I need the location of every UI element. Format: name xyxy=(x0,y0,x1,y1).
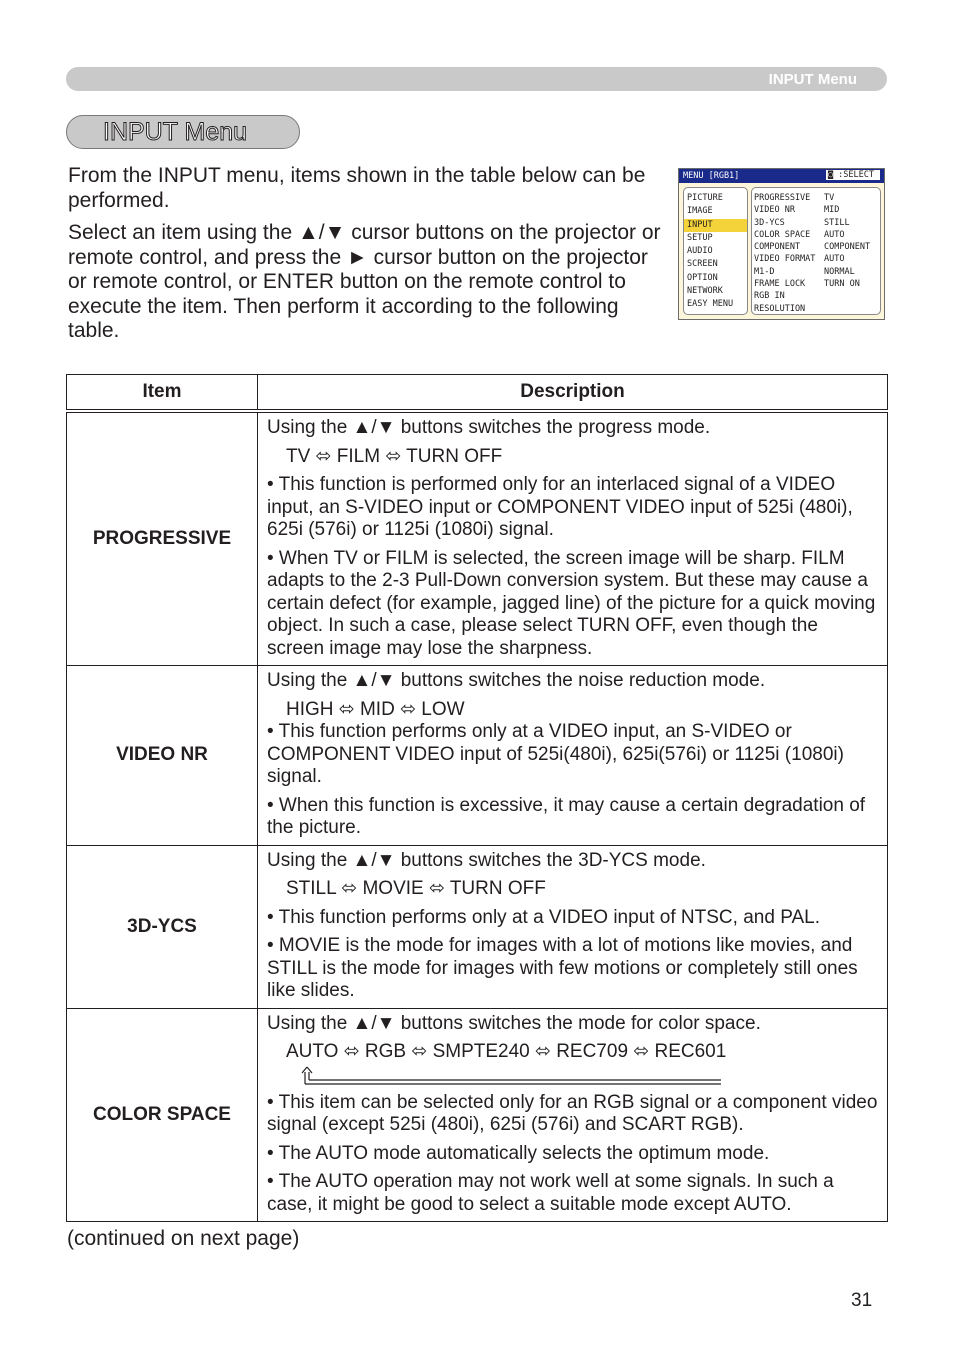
desc-progressive xyxy=(258,411,888,666)
desc-options: TV ⬄ FILM ⬄ TURN OFF xyxy=(286,445,503,467)
osd-row: PROGRESSIVE TV xyxy=(754,193,835,203)
desc-line: Using the ▲/▼ buttons switches the 3D-YCS mode. xyxy=(267,849,706,871)
osd-row: RGB IN xyxy=(754,291,785,302)
osd-menu-item: OPTION xyxy=(687,272,718,283)
desc-options: AUTO ⬄ RGB ⬄ SMPTE240 ⬄ REC709 ⬄ REC601 xyxy=(286,1041,727,1062)
osd-row: 3D-YCS STILL xyxy=(754,217,850,228)
item-color-space: COLOR SPACE xyxy=(67,1008,258,1222)
osd-menu-label: MENU [RGB1] xyxy=(683,171,740,181)
table-header-row xyxy=(67,375,888,412)
desc-options: STILL ⬄ MOVIE ⬄ TURN OFF xyxy=(286,878,546,899)
item-progressive: PROGRESSIVE xyxy=(67,411,258,666)
item-3d-ycs: 3D-YCS xyxy=(67,845,258,1008)
table-row xyxy=(67,845,888,1008)
desc-options: HIGH ⬄ MID ⬄ LOW xyxy=(286,698,465,720)
desc-color-space xyxy=(258,1008,888,1222)
desc-line: Using the ▲/▼ buttons switches the noise reduction mode. xyxy=(267,670,766,691)
table-row xyxy=(67,411,888,666)
osd-row: VIDEO NR MID xyxy=(754,205,840,216)
page-title-pill xyxy=(66,115,300,149)
header-bar xyxy=(66,67,887,91)
osd-submenu xyxy=(751,187,881,315)
intro-paragraph-1: From the INPUT menu, items shown in the table below can be performed. xyxy=(68,164,646,212)
page-number: 31 xyxy=(851,1290,873,1311)
table-row xyxy=(67,1008,888,1222)
osd-menu-item: IMAGE xyxy=(687,206,713,217)
desc-line: • The AUTO mode automatically selects the optimum mode. xyxy=(267,1142,770,1164)
desc-line: • This function performs only at a VIDEO input of NTSC, and PAL. xyxy=(267,906,820,928)
intro-text xyxy=(68,164,668,352)
header-section-label: INPUT Menu xyxy=(768,71,857,88)
desc-line: Using the ▲/▼ buttons switches the mode for color space. xyxy=(267,1012,761,1034)
loop-arrow-icon xyxy=(267,1064,879,1088)
desc-line: • When this function is excessive, it may cause a certain degradation of the picture. xyxy=(267,794,866,838)
osd-menu-item: NETWORK xyxy=(687,286,723,297)
page-title: INPUT Menu xyxy=(103,118,248,146)
continued-note: (continued on next page) xyxy=(67,1227,300,1250)
desc-line: • This function performs only at a VIDEO input, an S-VIDEO or COMPONENT VIDEO input of 525i(480i), 625i(576i) or 1125i (1080i) signal. xyxy=(267,721,844,787)
desc-line: • The AUTO operation may not work well at some signals. In such a case, it might be good to select a suitable mode except AUTO. xyxy=(267,1171,834,1215)
desc-video-nr xyxy=(258,666,888,846)
osd-row: COLOR SPACE AUTO xyxy=(754,229,845,240)
osd-row: M1-D NORMAL xyxy=(754,266,855,277)
intro-paragraph-2: Select an item using the ▲/▼ cursor buttons on the projector or remote control, and press the ► cursor button on the projector or remote control, or ENTER button on the remote control to execute the item. Then perform it according to the following table. xyxy=(68,221,661,342)
osd-menu-item: SCREEN xyxy=(687,259,718,270)
osd-select-hint: ◙ :SELECT xyxy=(826,170,880,180)
osd-menu-list xyxy=(683,187,748,315)
osd-menu-item: PICTURE xyxy=(687,193,723,203)
osd-row: FRAME LOCK TURN ON xyxy=(754,279,860,290)
osd-menu-screenshot xyxy=(678,168,885,320)
osd-row: VIDEO FORMAT AUTO xyxy=(754,254,845,265)
input-menu-table xyxy=(66,374,888,1222)
header-item: Item xyxy=(67,375,258,412)
desc-line: Using the ▲/▼ buttons switches the progress mode. xyxy=(267,417,711,438)
osd-title-bar xyxy=(679,169,884,183)
osd-menu-item: EASY MENU xyxy=(687,299,734,310)
table-row xyxy=(67,666,888,846)
osd-menu-item-selected: INPUT xyxy=(684,219,747,232)
desc-line: • When TV or FILM is selected, the screen image will be sharp. FILM adapts to the 2-3 Pull-Down conversion system. But these may cause a certain defect (for example, jagged line) of the picture for a quick moving object. In such a case, please select TURN OFF, even though the screen image may lose the sharpness. xyxy=(267,547,876,659)
osd-menu-item: AUDIO xyxy=(687,246,713,257)
desc-3d-ycs xyxy=(258,845,888,1008)
osd-menu-item: SETUP xyxy=(687,232,713,243)
desc-line: • This function is performed only for an interlaced signal of a VIDEO input, an S-VIDEO input or COMPONENT VIDEO input of 525i (480i), 625i (576i) or 1125i (1080i) signal. xyxy=(267,474,853,540)
header-description: Description xyxy=(258,375,888,412)
osd-row: RESOLUTION xyxy=(754,303,806,314)
desc-line: • This item can be selected only for an RGB signal or a component video signal (except 525i (480i), 625i (576i) and SCART RGB). xyxy=(267,1091,878,1135)
desc-line: • MOVIE is the mode for images with a lot of motions like movies, and STILL is the mode for images with few motions or completely still ones like slides. xyxy=(267,935,858,1001)
osd-row: COMPONENT COMPONENT xyxy=(754,242,871,253)
item-video-nr: VIDEO NR xyxy=(67,666,258,846)
